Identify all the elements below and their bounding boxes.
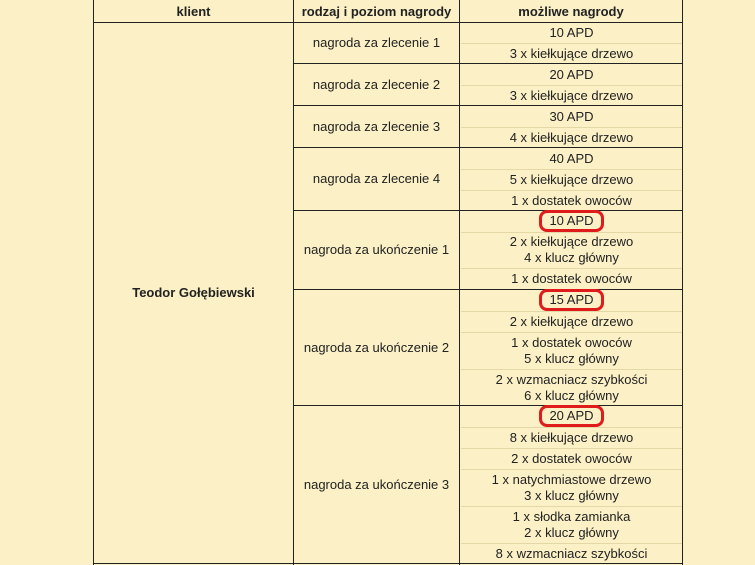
reward-item: 20 APD	[549, 66, 594, 82]
reward-item: 8 x kiełkujące drzewo	[509, 429, 634, 445]
client-name: Teodor Gołębiewski	[132, 285, 255, 300]
header-rodzaj: rodzaj i poziom nagrody	[301, 4, 452, 19]
header-nagrody: możliwe nagrody	[518, 4, 624, 19]
reward-item	[461, 333, 682, 368]
column-divider-2	[459, 0, 460, 565]
table-border-right	[682, 0, 683, 565]
highlight-marker: 15 APD	[539, 292, 603, 308]
reward-line: 3 x klucz główny	[524, 487, 619, 503]
reward-line: 1 x dostatek owoców	[511, 334, 632, 350]
header-klient: klient	[176, 4, 211, 19]
reward-item-highlighted	[461, 406, 682, 426]
reward-type-label: nagroda za ukończenie 2	[303, 339, 450, 355]
reward-item: 1 x dostatek owoców	[511, 192, 632, 208]
reward-item: 3 x kiełkujące drzewo	[509, 45, 634, 61]
reward-item: 1 x dostatek owoców	[511, 271, 632, 286]
reward-line: 2 x wzmacniacz szybkości	[495, 371, 648, 387]
reward-line: 2 x kiełkujące drzewo	[509, 234, 634, 249]
reward-item: 5 x kiełkujące drzewo	[509, 171, 634, 187]
reward-type-label: nagroda za ukończenie 3	[303, 476, 450, 492]
reward-type-label: nagroda za zlecenie 4	[312, 171, 441, 186]
reward-item: 8 x wzmacniacz szybkości	[495, 545, 648, 561]
reward-item: 2 x dostatek owoców	[511, 450, 632, 466]
reward-line: 5 x klucz główny	[524, 350, 619, 366]
reward-item: 30 APD	[549, 108, 594, 124]
reward-item: 4 x kiełkujące drzewo	[509, 129, 634, 145]
reward-item: 3 x kiełkujące drzewo	[509, 87, 634, 103]
reward-item: 2 x kiełkujące drzewo	[509, 313, 634, 329]
reward-type-label: nagroda za zlecenie 2	[312, 76, 441, 92]
table-bottom-border	[93, 563, 683, 564]
reward-type-label: nagroda za zlecenie 1	[312, 35, 441, 50]
reward-line: 1 x słodka zamianka	[512, 508, 631, 524]
reward-line: 2 x klucz główny	[524, 524, 619, 540]
reward-item: 40 APD	[549, 150, 594, 166]
reward-item	[461, 370, 682, 405]
highlight-marker: 10 APD	[539, 213, 603, 229]
reward-item: 10 APD	[549, 25, 594, 40]
reward-line: 4 x klucz główny	[524, 250, 619, 265]
reward-line: 1 x natychmiastowe drzewo	[491, 471, 652, 487]
reward-item	[461, 233, 682, 267]
reward-type-label: nagroda za ukończenie 1	[303, 242, 450, 257]
reward-item	[461, 470, 682, 505]
highlight-marker: 20 APD	[539, 408, 603, 424]
reward-item	[461, 507, 682, 542]
reward-item-highlighted	[461, 290, 682, 310]
reward-item-highlighted	[461, 211, 682, 231]
reward-line: 6 x klucz główny	[524, 387, 619, 403]
reward-type-label: nagroda za zlecenie 3	[312, 118, 441, 134]
